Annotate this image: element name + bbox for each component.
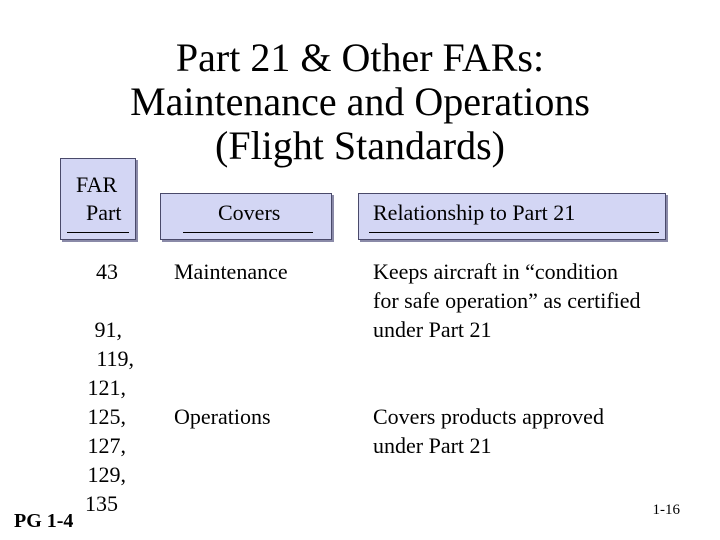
part-number: 127,	[87, 433, 126, 458]
part-number: 129,	[87, 462, 126, 487]
relationship-line: for safe operation” as certified	[373, 288, 641, 313]
relationship-line: under Part 21	[373, 317, 492, 342]
header-covers-underline	[183, 232, 313, 233]
row-1-covers: Maintenance	[174, 259, 288, 284]
title-line-1: Part 21 & Other FARs:	[175, 35, 545, 80]
row-1-parts	[60, 257, 118, 286]
part-number: 135	[85, 491, 118, 516]
header-far-part	[60, 158, 136, 240]
relationship-line: Covers products approved	[373, 404, 604, 429]
page-reference: PG 1-4	[14, 510, 74, 532]
part-number: 125,	[87, 404, 126, 429]
header-far-part-underline	[67, 232, 129, 233]
title-line-3: (Flight Standards)	[215, 123, 505, 168]
row-2-relationship	[373, 402, 604, 460]
part-number: 121,	[87, 375, 126, 400]
header-relationship-label: Relationship to Part 21	[373, 200, 576, 225]
relationship-line: under Part 21	[373, 433, 492, 458]
slide-title	[60, 36, 660, 168]
title-line-2: Maintenance and Operations	[130, 79, 590, 124]
slide-number: 1-16	[652, 502, 680, 518]
relationship-line: Keeps aircraft in “condition	[373, 259, 618, 284]
row-2-covers: Operations	[174, 404, 271, 429]
header-covers-label: Covers	[218, 200, 281, 225]
part-number: 43	[96, 259, 118, 284]
row-2-parts	[40, 315, 136, 518]
header-far-part-label-1: FAR	[76, 172, 118, 197]
part-number: 119,	[96, 346, 134, 371]
header-relationship-underline	[369, 232, 659, 233]
header-far-part-label-2: Part	[86, 200, 122, 225]
part-number: 91,	[94, 317, 122, 342]
row-1-relationship	[373, 257, 641, 344]
